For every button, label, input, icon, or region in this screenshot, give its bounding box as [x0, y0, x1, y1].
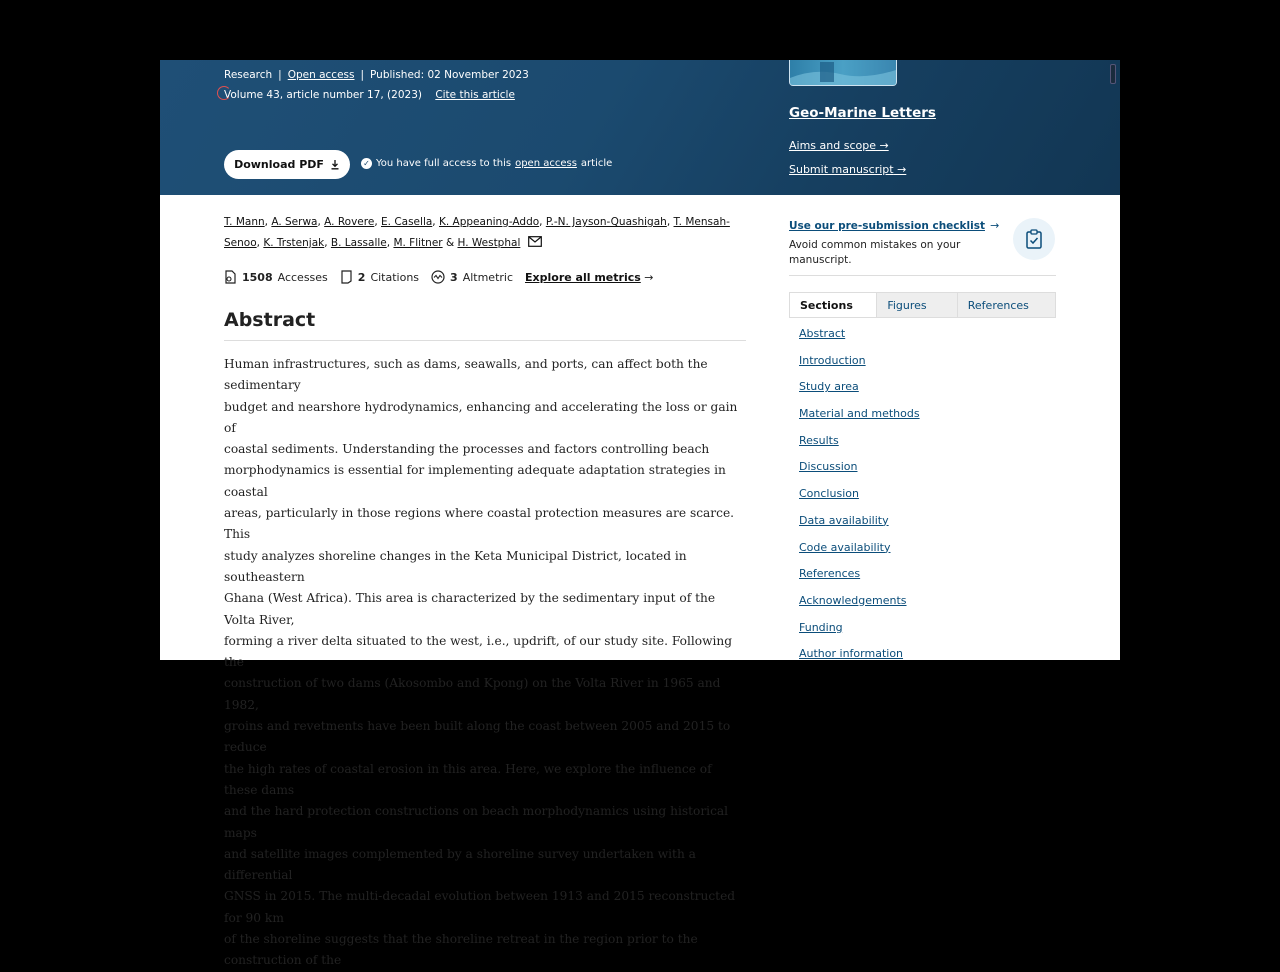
- open-access-link[interactable]: Open access: [287, 69, 355, 81]
- section-link-abstract[interactable]: Abstract: [799, 327, 846, 340]
- email-icon[interactable]: [528, 236, 542, 247]
- section-link-study-area[interactable]: Study area: [799, 380, 859, 394]
- tab-sections[interactable]: Sections: [790, 293, 876, 317]
- section-link-introduction[interactable]: Introduction: [799, 353, 866, 367]
- checklist-link[interactable]: Use our pre-submission checklist →: [789, 219, 1000, 232]
- access-notice: [361, 158, 612, 169]
- section-link-conclusion[interactable]: Conclusion: [799, 487, 859, 501]
- accesses-label: Accesses: [277, 270, 328, 284]
- article-type: Research: [224, 69, 273, 81]
- quote-icon: [340, 270, 353, 284]
- section-link-material-methods[interactable]: Material and methods: [799, 407, 920, 421]
- download-pdf-button[interactable]: [224, 150, 350, 179]
- section-link-code-availability[interactable]: Code availability: [799, 540, 891, 554]
- altmetric-icon: [431, 270, 445, 284]
- abstract-text: [224, 354, 748, 972]
- published-date: Published: 02 November 2023: [370, 69, 529, 81]
- presubmission-checklist: [789, 214, 1004, 268]
- altmetric-label: Altmetric: [462, 270, 514, 284]
- scrollbar-thumb[interactable]: [1110, 64, 1116, 84]
- abstract-line: morphodynamics is essential for implementing adequate adaptation strategies in coastal: [224, 463, 726, 499]
- citations-metric: [340, 270, 419, 284]
- section-link-discussion[interactable]: Discussion: [799, 460, 858, 474]
- access-prefix: You have full access to this: [376, 158, 512, 169]
- loading-spinner-icon: [217, 86, 231, 100]
- abstract-line: the high rates of coastal erosion in this area. Here, we explore the influence of these dams: [224, 761, 712, 797]
- article-page: [160, 60, 1120, 968]
- author-link[interactable]: A. Serwa: [271, 216, 318, 228]
- article-header: [160, 60, 1120, 195]
- abstract-heading: Abstract: [224, 309, 746, 341]
- cite-article-link[interactable]: Cite this article: [435, 89, 515, 101]
- author-link[interactable]: B. Lassalle: [330, 237, 387, 249]
- abstract-line: groins and revetments have been built along the coast between 2005 and 2015 to reduce: [224, 719, 731, 755]
- download-pdf-label: Download PDF: [234, 158, 324, 171]
- author-link[interactable]: T. Mann: [224, 216, 265, 228]
- document-icon: [224, 270, 237, 284]
- journal-title-link[interactable]: Geo-Marine Letters: [789, 105, 936, 121]
- abstract-line: of the shoreline suggests that the shoreline retreat in the region prior to the construction of the: [224, 932, 698, 968]
- altmetric-score: 3: [450, 270, 458, 284]
- citations-count: 2: [357, 270, 366, 284]
- abstract-line: and the hard protection constructions on beach morphodynamics using historical maps: [224, 804, 729, 840]
- abstract-line: study analyzes shoreline changes in the Keta Municipal District, located in southeastern: [224, 548, 687, 584]
- accesses-count: 1508: [242, 270, 273, 284]
- author-link[interactable]: M. Flitner: [393, 237, 443, 249]
- section-link-funding[interactable]: Funding: [799, 620, 843, 634]
- abstract-line: Ghana (West Africa). This area is characterized by the sedimentary input of the Volta River,: [224, 591, 716, 627]
- tab-references[interactable]: References: [957, 293, 1055, 317]
- author-link[interactable]: E. Casella: [381, 216, 433, 228]
- section-link-data-availability[interactable]: Data availability: [799, 513, 889, 527]
- section-link-author-information[interactable]: Author information: [799, 647, 904, 661]
- aims-scope-link[interactable]: Aims and scope →: [789, 139, 889, 152]
- article-metrics: [224, 270, 654, 284]
- author-link[interactable]: P.-N. Jayson-Quashigah: [545, 216, 667, 228]
- abstract-line: construction of two dams (Akosombo and Kpong) on the Volta River in 1965 and 1982,: [224, 676, 721, 712]
- abstract-line: Human infrastructures, such as dams, seawalls, and ports, can affect both the sedimentary: [224, 357, 708, 393]
- submit-manuscript-link[interactable]: Submit manuscript →: [789, 163, 907, 176]
- volume-info: Volume 43, article number 17, (2023): [224, 89, 422, 101]
- article-meta: Research | Open access | Published: 02 November 2023 Volume 43, article number 17, (2023) Cite this article: [224, 69, 529, 109]
- sidebar-tabs: [789, 292, 1056, 318]
- sections-nav: [799, 327, 920, 674]
- abstract-line: coastal sediments. Understanding the processes and factors controlling beach: [224, 442, 710, 457]
- check-circle-icon: ✓: [361, 158, 372, 169]
- section-link-references[interactable]: References: [799, 567, 861, 581]
- author-list: T. Mann, A. Serwa, A. Rovere, E. Casella, K. Appeaning-Addo, P.-N. Jayson-Quashigah, T. Mensah-Senoo, K. Trstenjak, B. Lassalle, M. Flitner & H. Westphal: [224, 216, 730, 249]
- download-icon: [330, 159, 340, 170]
- abstract-line: forming a river delta situated to the west, i.e., updrift, of our study site. Following the: [224, 633, 733, 670]
- author-link[interactable]: K. Trstenjak: [263, 237, 325, 249]
- section-link-acknowledgements[interactable]: Acknowledgements: [799, 593, 907, 607]
- citations-label: Citations: [370, 270, 420, 284]
- altmetric-metric: [431, 270, 513, 284]
- explore-metrics-link[interactable]: Explore all metrics →: [525, 270, 654, 284]
- cover-art-icon: [790, 60, 896, 85]
- access-suffix: article: [580, 158, 613, 169]
- accesses-metric: [224, 270, 328, 284]
- access-open-access-link[interactable]: open access: [515, 158, 577, 169]
- abstract-line: areas, particularly in those regions where coastal protection measures are scarce. This: [224, 506, 735, 542]
- tab-figures[interactable]: Figures: [876, 293, 956, 317]
- author-link[interactable]: K. Appeaning-Addo: [438, 216, 540, 228]
- sidebar-divider: [789, 275, 1056, 276]
- abstract-line: and satellite images complemented by a shoreline survey undertaken with a differential: [224, 846, 696, 883]
- author-link[interactable]: A. Rovere: [324, 216, 375, 228]
- author-link[interactable]: T. Mensah-Senoo: [224, 216, 730, 249]
- author-link[interactable]: H. Westphal: [457, 237, 521, 249]
- clipboard-check-icon: [1013, 218, 1055, 260]
- abstract-line: GNSS in 2015. The multi-decadal evolution between 1913 and 2015 reconstructed for 90 km: [224, 889, 736, 925]
- checklist-description: Avoid common mistakes on your manuscript.: [789, 239, 961, 266]
- journal-cover-image[interactable]: [789, 60, 897, 86]
- abstract-line: budget and nearshore hydrodynamics, enhancing and accelerating the loss or gain of: [224, 399, 738, 435]
- section-link-results[interactable]: Results: [799, 433, 839, 447]
